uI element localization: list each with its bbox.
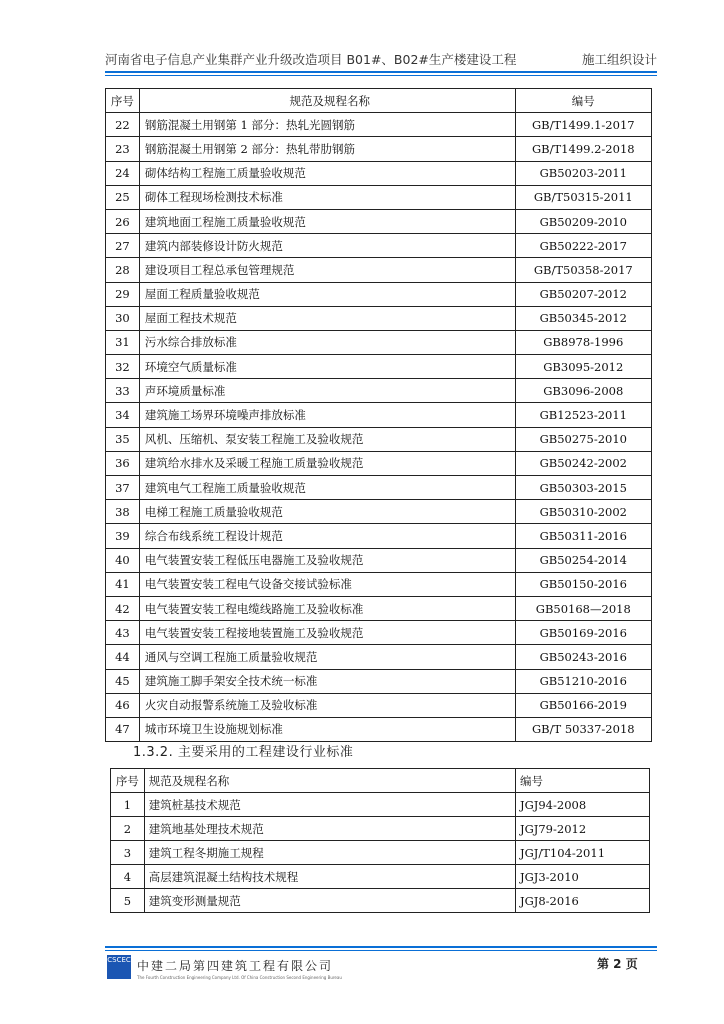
table-row: [106, 645, 652, 669]
standard-name: 钢筋混凝土用钢第 2 部分：热轧带肋钢筋: [139, 137, 515, 161]
row-number: 43: [106, 621, 140, 645]
standard-name: 屋面工程质量验收规范: [139, 282, 515, 306]
row-number: 26: [106, 209, 140, 233]
standard-name: 砌体工程现场检测技术标准: [139, 185, 515, 209]
standard-name: 污水综合排放标准: [139, 330, 515, 354]
standard-code: JGJ8-2016: [515, 889, 649, 913]
standard-code: GB/T50358-2017: [515, 258, 651, 282]
row-number: 30: [106, 306, 140, 330]
standard-name: 通风与空调工程施工质量验收规范: [139, 645, 515, 669]
standard-name: 建筑变形测量规范: [144, 889, 515, 913]
table-row: [106, 451, 652, 475]
table-row: [106, 355, 652, 379]
standard-name: 建筑工程冬期施工规程: [144, 841, 515, 865]
footer-divider-thin: [105, 950, 657, 951]
table-row: [106, 596, 652, 620]
row-number: 24: [106, 161, 140, 185]
standard-name: 屋面工程技术规范: [139, 306, 515, 330]
row-number: 33: [106, 379, 140, 403]
standard-name: 砌体结构工程施工质量验收规范: [139, 161, 515, 185]
logo-text: CSCEC: [107, 956, 131, 964]
page-header: [105, 48, 657, 70]
row-number: 34: [106, 403, 140, 427]
table-header-row: [111, 769, 650, 793]
project-title: 河南省电子信息产业集群产业升级改造项目 B01#、B02#生产楼建设工程: [105, 52, 517, 67]
company-name-english: The Fourth Construction Engineering Company Ltd. Of China Construction Second Engineering Bureau: [137, 975, 342, 980]
table-row: [106, 669, 652, 693]
table-row: [106, 113, 652, 137]
table-row: [111, 889, 650, 913]
row-number: 35: [106, 427, 140, 451]
row-number: 38: [106, 500, 140, 524]
row-number: 42: [106, 596, 140, 620]
standard-code: GB3096-2008: [515, 379, 651, 403]
standard-code: JGJ/T104-2011: [515, 841, 649, 865]
column-header-code: 编号: [515, 89, 651, 113]
standard-code: GB51210-2016: [515, 669, 651, 693]
table-row: [106, 403, 652, 427]
row-number: 28: [106, 258, 140, 282]
standard-name: 建筑施工脚手架安全技术统一标准: [139, 669, 515, 693]
standard-code: GB50168—2018: [515, 596, 651, 620]
standard-code: GB50222-2017: [515, 234, 651, 258]
column-header-number: 序号: [111, 769, 145, 793]
table-row: [106, 717, 652, 741]
table-row: [106, 693, 652, 717]
table-row: [106, 572, 652, 596]
standard-name: 综合布线系统工程设计规范: [139, 524, 515, 548]
table-row: [111, 817, 650, 841]
row-number: 3: [111, 841, 145, 865]
standard-name: 建筑电气工程施工质量验收规范: [139, 476, 515, 500]
standard-code: GB50345-2012: [515, 306, 651, 330]
row-number: 4: [111, 865, 145, 889]
standard-code: GB/T1499.1-2017: [515, 113, 651, 137]
standard-code: GB3095-2012: [515, 355, 651, 379]
row-number: 46: [106, 693, 140, 717]
table-row: [106, 161, 652, 185]
header-divider: [105, 71, 657, 73]
standard-code: GB/T 50337-2018: [515, 717, 651, 741]
column-header-number: 序号: [106, 89, 140, 113]
row-number: 31: [106, 330, 140, 354]
column-header-code: 编号: [515, 769, 649, 793]
table-row: [106, 621, 652, 645]
row-number: 29: [106, 282, 140, 306]
table-row: [111, 793, 650, 817]
standard-name: 电气装置安装工程电气设备交接试验标准: [139, 572, 515, 596]
standard-code: GB50254-2014: [515, 548, 651, 572]
row-number: 2: [111, 817, 145, 841]
standard-code: GB50207-2012: [515, 282, 651, 306]
standard-code: GB/T50315-2011: [515, 185, 651, 209]
standard-name: 电梯工程施工质量验收规范: [139, 500, 515, 524]
table-row: [106, 185, 652, 209]
row-number: 45: [106, 669, 140, 693]
table-row: [106, 258, 652, 282]
row-number: 39: [106, 524, 140, 548]
industry-standards-table: [110, 768, 650, 913]
column-header-name: 规范及规程名称: [144, 769, 515, 793]
row-number: 23: [106, 137, 140, 161]
standard-code: GB8978-1996: [515, 330, 651, 354]
standard-name: 建筑地面工程施工质量验收规范: [139, 209, 515, 233]
standard-code: JGJ94-2008: [515, 793, 649, 817]
standard-code: GB50243-2016: [515, 645, 651, 669]
table-row: [106, 476, 652, 500]
standard-code: GB50310-2002: [515, 500, 651, 524]
standard-name: 火灾自动报警系统施工及验收标准: [139, 693, 515, 717]
table-row: [106, 548, 652, 572]
row-number: 37: [106, 476, 140, 500]
national-standards-table: [105, 88, 652, 742]
standard-name: 高层建筑混凝土结构技术规程: [144, 865, 515, 889]
standard-code: GB50169-2016: [515, 621, 651, 645]
row-number: 32: [106, 355, 140, 379]
standard-name: 建筑施工场界环境噪声排放标准: [139, 403, 515, 427]
table-row: [106, 306, 652, 330]
standard-name: 电气装置安装工程接地装置施工及验收规范: [139, 621, 515, 645]
table-header-row: [106, 89, 652, 113]
standard-name: 风机、压缩机、泵安装工程施工及验收规范: [139, 427, 515, 451]
table-row: [106, 379, 652, 403]
standard-code: GB12523-2011: [515, 403, 651, 427]
company-name: 中建二局第四建筑工程有限公司: [137, 959, 334, 973]
row-number: 27: [106, 234, 140, 258]
standard-name: 声环境质量标准: [139, 379, 515, 403]
standard-name: 建筑内部装修设计防火规范: [139, 234, 515, 258]
standard-code: GB/T1499.2-2018: [515, 137, 651, 161]
table-row: [106, 209, 652, 233]
standard-code: GB50150-2016: [515, 572, 651, 596]
standard-code: GB50242-2002: [515, 451, 651, 475]
standard-name: 建筑地基处理技术规范: [144, 817, 515, 841]
standard-code: GB50166-2019: [515, 693, 651, 717]
row-number: 22: [106, 113, 140, 137]
document-type: 施工组织设计: [581, 52, 657, 67]
company-logo-icon: [107, 955, 131, 979]
footer-divider: [105, 946, 657, 948]
standard-code: GB50275-2010: [515, 427, 651, 451]
row-number: 40: [106, 548, 140, 572]
table-row: [106, 137, 652, 161]
row-number: 1: [111, 793, 145, 817]
standard-code: JGJ79-2012: [515, 817, 649, 841]
standard-name: 电气装置安装工程低压电器施工及验收规范: [139, 548, 515, 572]
standard-name: 城市环境卫生设施规划标准: [139, 717, 515, 741]
standard-name: 钢筋混凝土用钢第 1 部分：热轧光圆钢筋: [139, 113, 515, 137]
row-number: 41: [106, 572, 140, 596]
standard-code: GB50311-2016: [515, 524, 651, 548]
page-number: 第 2 页: [597, 957, 638, 971]
standard-name: 建筑给水排水及采暖工程施工质量验收规范: [139, 451, 515, 475]
standard-code: GB50209-2010: [515, 209, 651, 233]
row-number: 25: [106, 185, 140, 209]
table-row: [111, 841, 650, 865]
row-number: 36: [106, 451, 140, 475]
standard-name: 建设项目工程总承包管理规范: [139, 258, 515, 282]
standard-code: JGJ3-2010: [515, 865, 649, 889]
row-number: 47: [106, 717, 140, 741]
standard-name: 建筑桩基技术规范: [144, 793, 515, 817]
table-row: [106, 234, 652, 258]
standard-name: 环境空气质量标准: [139, 355, 515, 379]
section-heading: 1.3.2. 主要采用的工程建设行业标准: [133, 745, 354, 760]
table-row: [106, 500, 652, 524]
table-row: [106, 427, 652, 451]
standard-code: GB50303-2015: [515, 476, 651, 500]
table-row: [106, 330, 652, 354]
column-header-name: 规范及规程名称: [139, 89, 515, 113]
table-row: [106, 282, 652, 306]
table-row: [111, 865, 650, 889]
header-divider-thin: [105, 75, 657, 76]
row-number: 44: [106, 645, 140, 669]
table-row: [106, 524, 652, 548]
standard-name: 电气装置安装工程电缆线路施工及验收标准: [139, 596, 515, 620]
row-number: 5: [111, 889, 145, 913]
standard-code: GB50203-2011: [515, 161, 651, 185]
